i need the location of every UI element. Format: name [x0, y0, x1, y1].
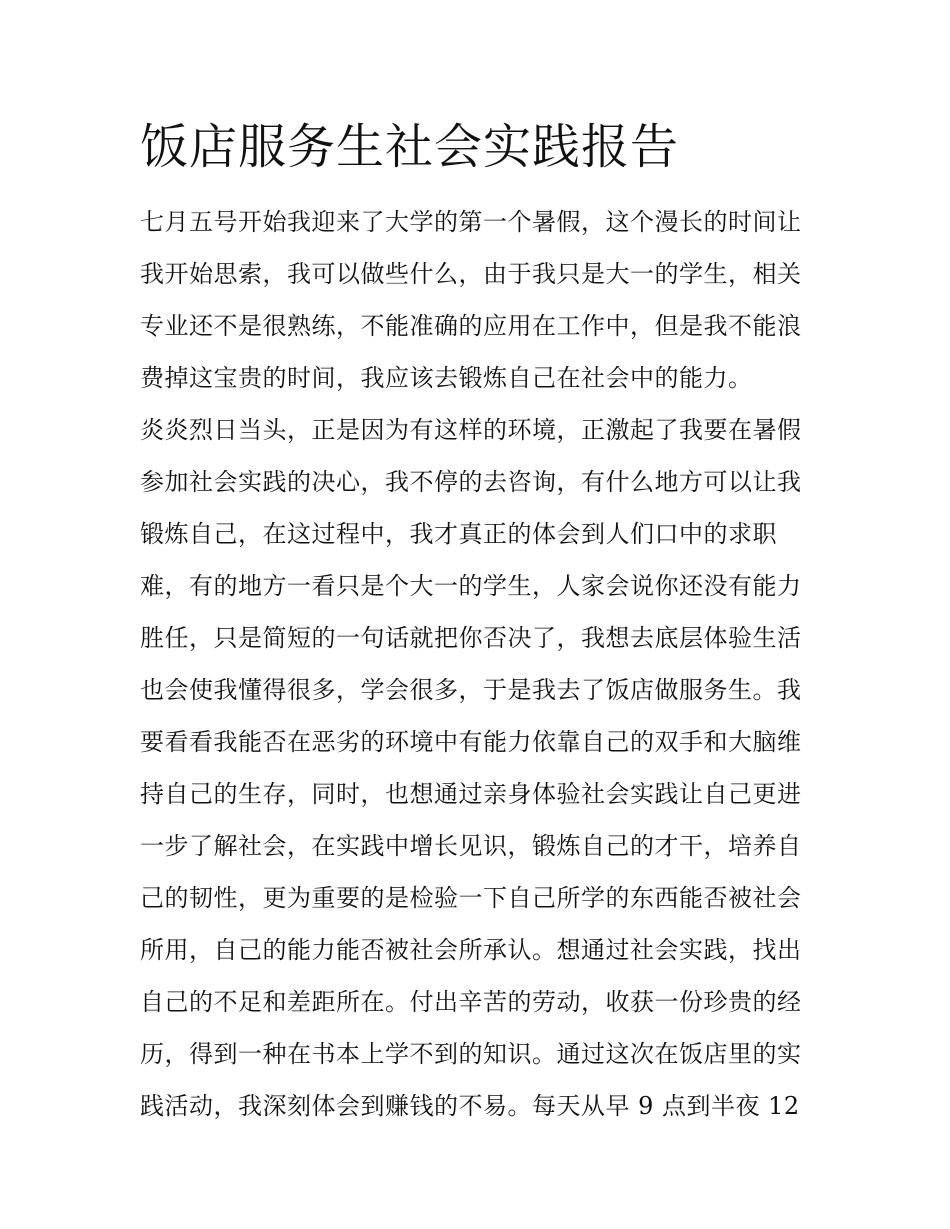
text-line: 一步了解社会，在实践中增长见识，锻炼自己的才干，培养自 — [140, 832, 802, 860]
page-title: 饭店服务生社会实践报告 — [140, 119, 680, 175]
paragraph-1 — [140, 196, 820, 404]
text-line: 参加社会实践的决心，我不停的去咨询，有什么地方可以让我 — [140, 468, 802, 496]
text-line: 我开始思索，我可以做些什么，由于我只是大一的学生，相关 — [140, 260, 802, 288]
text-line: 锻炼自己，在这过程中，我才真正的体会到人们口中的求职 — [140, 520, 777, 548]
text-line: 炎炎烈日当头，正是因为有这样的环境，正激起了我要在暑假 — [140, 416, 802, 444]
text-line: 胜任，只是简短的一句话就把你否决了，我想去底层体验生活 — [140, 624, 802, 652]
text-line: 践活动，我深刻体会到赚钱的不易。每天从早 9 点到半夜 12 — [140, 1092, 800, 1120]
text-line: 持自己的生存，同时，也想通过亲身体验社会实践让自己更进 — [140, 780, 802, 808]
paragraph-2 — [140, 404, 820, 1132]
text-line: 要看看我能否在恶劣的环境中有能力依靠自己的双手和大脑维 — [140, 728, 802, 756]
document-body — [140, 196, 820, 1132]
text-line: 专业还不是很熟练，不能准确的应用在工作中，但是我不能浪 — [140, 312, 802, 340]
text-line: 己的韧性，更为重要的是检验一下自己所学的东西能否被社会 — [140, 884, 802, 912]
text-line: 难，有的地方一看只是个大一的学生，人家会说你还没有能力 — [140, 572, 802, 600]
text-line: 也会使我懂得很多，学会很多，于是我去了饭店做服务生。我 — [140, 676, 802, 704]
text-line: 自己的不足和差距所在。付出辛苦的劳动，收获一份珍贵的经 — [140, 988, 802, 1016]
text-line: 费掉这宝贵的时间，我应该去锻炼自己在社会中的能力。 — [140, 364, 753, 392]
text-line: 所用，自己的能力能否被社会所承认。想通过社会实践，找出 — [140, 936, 802, 964]
text-line: 七月五号开始我迎来了大学的第一个暑假，这个漫长的时间让 — [140, 208, 802, 236]
text-line: 历，得到一种在书本上学不到的知识。通过这次在饭店里的实 — [140, 1040, 802, 1068]
